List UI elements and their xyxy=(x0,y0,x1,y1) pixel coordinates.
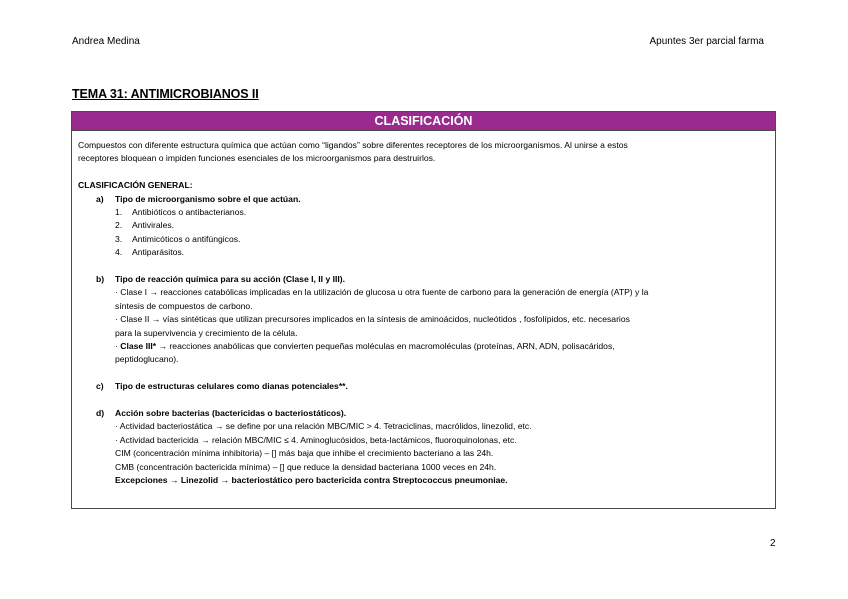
section-b-line-3: · Clase II → vías sintéticas que utilizan precursores implicados en la síntesis de aminoácidos, nucleótidos , fosfolípidos, etc. necesarios xyxy=(115,314,630,325)
section-c-letter: c) xyxy=(96,381,104,392)
list-number: 4. xyxy=(115,247,123,258)
section-c xyxy=(78,380,769,393)
list-item xyxy=(115,233,769,246)
classification-box xyxy=(71,111,776,509)
section-b-line-5 xyxy=(115,340,769,353)
box-heading: CLASIFICACIÓN xyxy=(72,112,775,131)
section-b-letter: b) xyxy=(96,274,105,285)
section-d-line-1: · Actividad bacteriostática → se define por una relación MBC/MIC > 4. Tetraciclinas, macrólidos, linezolid, etc. xyxy=(115,421,532,432)
section-b xyxy=(78,273,769,367)
section-d-line-3: CIM (concentración mínima inhibitoria) – [] más baja que inhibe el crecimiento bacteriano a las 24h. xyxy=(115,448,494,459)
section-d-heading: Acción sobre bacterias (bactericidas o bacteriostáticos). xyxy=(115,408,347,419)
intro-line-1: Compuestos con diferente estructura química que actúan como “ligandos” sobre diferentes receptores de los microorganismos. Al unirse a estos xyxy=(78,140,628,150)
class-iii-text: → reacciones anabólicas que convierten pequeñas moléculas en macromoléculas (proteínas, ARN, ADN, polisacáridos, xyxy=(156,341,615,352)
section-d xyxy=(78,407,769,487)
general-heading: CLASIFICACIÓN GENERAL: xyxy=(78,180,193,191)
section-a xyxy=(78,193,769,260)
list-text: Antivirales. xyxy=(132,220,175,231)
section-d-line-5: Excepciones → Linezolid → bacteriostático pero bactericida contra Streptococcus pneumoniae. xyxy=(115,475,508,486)
page-title: TEMA 31: ANTIMICROBIANOS II xyxy=(72,87,259,101)
intro-line-2: receptores bloquean o impiden funciones esenciales de los microorganismos para destruirlos. xyxy=(78,153,436,164)
list-item xyxy=(115,246,769,259)
section-c-heading: Tipo de estructuras celulares como dianas potenciales**. xyxy=(115,381,348,392)
list-text: Antiparásitos. xyxy=(132,247,185,258)
section-a-letter: a) xyxy=(96,193,104,204)
section-d-letter: d) xyxy=(96,408,105,419)
section-b-line-6: peptidoglucano). xyxy=(115,354,179,365)
section-b-line-1: · Clase I → reacciones catabólicas implicadas en la utilización de glucosa u otra fuente de carbono para la generación de energía (ATP) y la xyxy=(115,287,649,298)
section-d-line-2: · Actividad bactericida → relación MBC/MIC ≤ 4. Aminoglucósidos, beta-lactámicos, fluoroquinolonas, etc. xyxy=(115,434,517,445)
section-b-line-2: síntesis de compuestos de carbono. xyxy=(115,300,253,311)
section-d-line-4: CMB (concentración bactericida mínima) – [] que reduce la densidad bacteriana 1000 veces en 24h. xyxy=(115,461,497,472)
list-text: Antimicóticos o antifúngicos. xyxy=(132,233,241,244)
bullet: · xyxy=(115,341,121,352)
section-b-line-4: para la supervivencia y crecimiento de la célula. xyxy=(115,327,298,338)
section-b-heading: Tipo de reacción química para su acción (Clase I, II y III). xyxy=(115,274,346,285)
class-iii-label: Clase III* xyxy=(120,341,157,352)
page-number: 2 xyxy=(770,538,776,549)
list-number: 2. xyxy=(115,220,123,231)
list-number: 3. xyxy=(115,233,123,244)
section-a-heading: Tipo de microorganismo sobre el que actúan. xyxy=(115,193,301,204)
list-item xyxy=(115,206,769,219)
header-subject: Apuntes 3er parcial farma xyxy=(649,36,764,47)
list-text: Antibióticos o antibacterianos. xyxy=(132,207,247,218)
list-number: 1. xyxy=(115,207,123,218)
box-body xyxy=(72,131,775,488)
header-author: Andrea Medina xyxy=(72,36,140,47)
list-item xyxy=(115,219,769,232)
